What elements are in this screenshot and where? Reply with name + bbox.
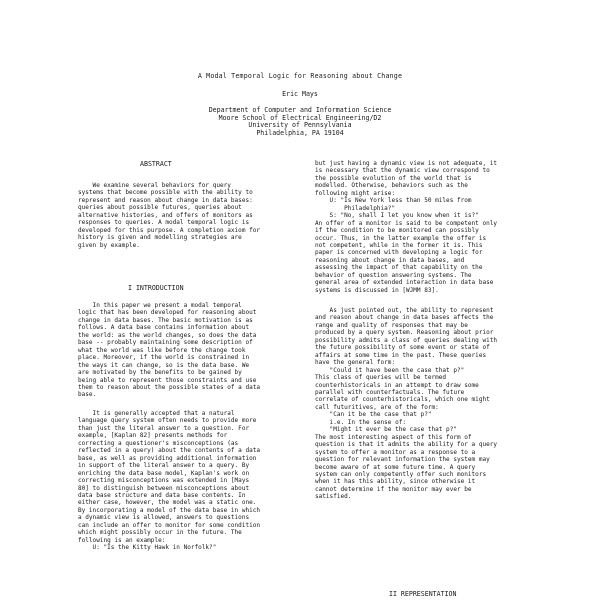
intro-heading: I INTRODUCTION	[128, 284, 184, 292]
affiliation-line: Moore School of Electrical Engineering/D2	[218, 113, 382, 122]
intro-paragraph-1	[78, 302, 310, 399]
affiliation	[0, 107, 600, 137]
text-line: S: "No, shall I let you know when it is?"	[315, 212, 479, 220]
text-line: "Might it ever be the case that p?"	[315, 426, 457, 434]
text-line: As just pointed out, the ability to represent	[315, 307, 494, 314]
text-line: in support of the literal answer to a query. By	[78, 462, 250, 470]
text-line: language query system often needs to provide more	[78, 417, 257, 425]
text-line: following might arise:	[315, 189, 396, 197]
text-line: base, as well as providing additional information	[78, 454, 257, 462]
abstract-text	[78, 182, 310, 249]
text-line: reflected in a query) about the contents of a data	[78, 447, 261, 455]
text-line: alternative histories, and offers of monitors as	[78, 211, 253, 219]
paper-title: A Modal Temporal Logic for Reasoning about Change	[197, 72, 403, 80]
text-line: correlate of counterhistoricals, which one might	[315, 396, 490, 404]
text-line: call futuritives, are of the form:	[315, 403, 439, 411]
text-line: queries about possible futures, queries about	[78, 204, 242, 212]
text-line: following is an example:	[78, 536, 166, 544]
text-line: affairs at some time in the past. These queries	[315, 351, 487, 359]
right-paragraph-2	[315, 307, 555, 501]
text-line: if the condition to be monitored can possibly	[315, 227, 479, 235]
text-line: can include an offer to monitor for some condition	[78, 521, 261, 529]
text-line: is necessary that the dynamic view correspond to	[315, 167, 490, 175]
text-line: responses to queries. A modal temporal logic is	[78, 219, 250, 227]
text-line: An offer of a monitor is said to be competent only	[315, 219, 498, 227]
text-line: system can only competently offer such monitors	[315, 470, 487, 478]
text-line: systems is discussed in [WJMM 83].	[315, 286, 439, 294]
text-line: not competent, while in the former it is. This	[315, 241, 483, 249]
text-line: question for relevant information the system may	[315, 456, 490, 464]
text-line: than just the literal answer to a question. For	[78, 424, 250, 432]
text-line: base -- probably maintaining some description of	[78, 339, 253, 347]
text-line: behavior of question answering systems. The	[315, 271, 472, 279]
text-line: place. Moreover, if the world is constrained in	[78, 354, 250, 362]
text-line: correcting misconceptions was extended in [Mays	[78, 477, 250, 485]
text-line: The most interesting aspect of this form of	[315, 433, 472, 441]
text-line: developed for this purpose. A completion axiom for	[78, 226, 261, 234]
text-line: "Can it be the case that p?"	[315, 411, 432, 419]
text-line: the possible evolution of the world that is	[315, 174, 472, 182]
text-line: logic that has been developed for reasoning about	[78, 309, 257, 317]
text-line: the future possibility of some event or state of	[315, 344, 490, 352]
text-line: U: "Is New York less than 50 miles from	[315, 197, 472, 205]
text-line: follows. A data base contains information about	[78, 324, 250, 332]
text-line: become aware of at some future time. A query	[315, 463, 476, 471]
text-line: counterhistoricals in an attempt to draw some	[315, 381, 479, 389]
affiliation-line: University of Pennsylvania	[248, 121, 352, 130]
text-line: given by example.	[78, 241, 140, 249]
text-line: when it has this ability, since otherwise it	[315, 478, 476, 486]
text-line: In this paper we present a modal temporal	[78, 302, 242, 309]
text-line: the ways it can change, so is the data base. We	[78, 361, 250, 369]
text-line: We examine several behaviors for query	[78, 182, 231, 189]
text-line: reasoning about change in data bases, and	[315, 256, 465, 264]
text-line: either case, however, the model was a static one.	[78, 499, 257, 507]
text-line: but just having a dynamic view is not adequate, it	[315, 160, 498, 167]
text-line: This class of queries will be termed	[315, 374, 447, 382]
text-line: range and quality of responses that may be	[315, 321, 468, 329]
text-line: occur. Thus, in the latter example the offer is	[315, 234, 487, 242]
text-line: systems that become possible with the ability to	[78, 189, 253, 197]
text-line: It is generally accepted that a natural	[78, 410, 235, 417]
text-line: the world: as the world changes, so does the data	[78, 331, 257, 339]
text-line: By incorporating a model of the data base in which	[78, 506, 261, 514]
text-line: are motivated by the benefits to be gained by	[78, 369, 242, 377]
text-line: being able to represent those constraints and use	[78, 376, 257, 384]
text-line: U: "Is the Kitty Hawk in Norfolk?"	[78, 544, 217, 552]
text-line: cannot determine if the monitor may ever be	[315, 485, 472, 493]
text-line: correcting a questioner's misconceptions (as	[78, 439, 239, 447]
text-line: parallel with counterfactuals. The future	[315, 388, 465, 396]
text-line: paper is concerned with developing a logic for	[315, 249, 483, 257]
text-line: Philadelphia?"	[315, 204, 396, 212]
text-line: history is given and modelling strategies are	[78, 234, 242, 242]
text-line: base.	[78, 391, 97, 399]
text-line: system to offer a monitor as a response to a	[315, 448, 476, 456]
text-line: what the world was like before the change took	[78, 346, 246, 354]
text-line: which might possibly occur in the future. The	[78, 529, 242, 537]
text-line: them to reason about the possible states of a data	[78, 383, 261, 391]
text-line: a dynamic view is allowed, answers to questions	[78, 514, 250, 522]
affiliation-line: Philadelphia, PA 19104	[256, 128, 344, 137]
text-line: example, [Kaplan 82] presents methods for	[78, 432, 228, 440]
text-line: "Could it have been the case that p?"	[315, 366, 465, 374]
affiliation-line: Department of Computer and Information Science	[208, 106, 392, 114]
text-line: possibility admits a class of queries dealing with	[315, 336, 498, 344]
text-line: represent and reason about change in data bases:	[78, 196, 253, 204]
text-line: i.e. In the sense of:	[315, 418, 407, 426]
text-line: general area of extended interaction in data base	[315, 279, 494, 287]
text-line: question is that it admits the ability for a query	[315, 441, 498, 449]
text-line: have the general form:	[315, 359, 396, 367]
text-line: assessing the impact of that capability on the	[315, 264, 483, 272]
text-line: produced by a query system. Reasoning about prior	[315, 329, 494, 337]
abstract-heading: ABSTRACT	[140, 160, 172, 168]
text-line: data base structure and data base contents. In	[78, 491, 246, 499]
text-line: satisfied.	[315, 493, 352, 501]
text-line: and reason about change in data bases affects the	[315, 314, 494, 322]
text-line: change in data bases. The basic motivation is as	[78, 316, 253, 324]
representation-heading: II REPRESENTATION	[389, 590, 457, 598]
right-paragraph-1	[315, 160, 555, 294]
author-name: Eric Mays	[282, 90, 318, 98]
text-line: 80] to distinguish between misconceptions about	[78, 484, 250, 492]
text-line: enriching the data base model, Kaplan's work on	[78, 469, 250, 477]
text-line: modelled. Otherwise, behaviors such as the	[315, 182, 468, 190]
intro-paragraph-2	[78, 410, 310, 552]
